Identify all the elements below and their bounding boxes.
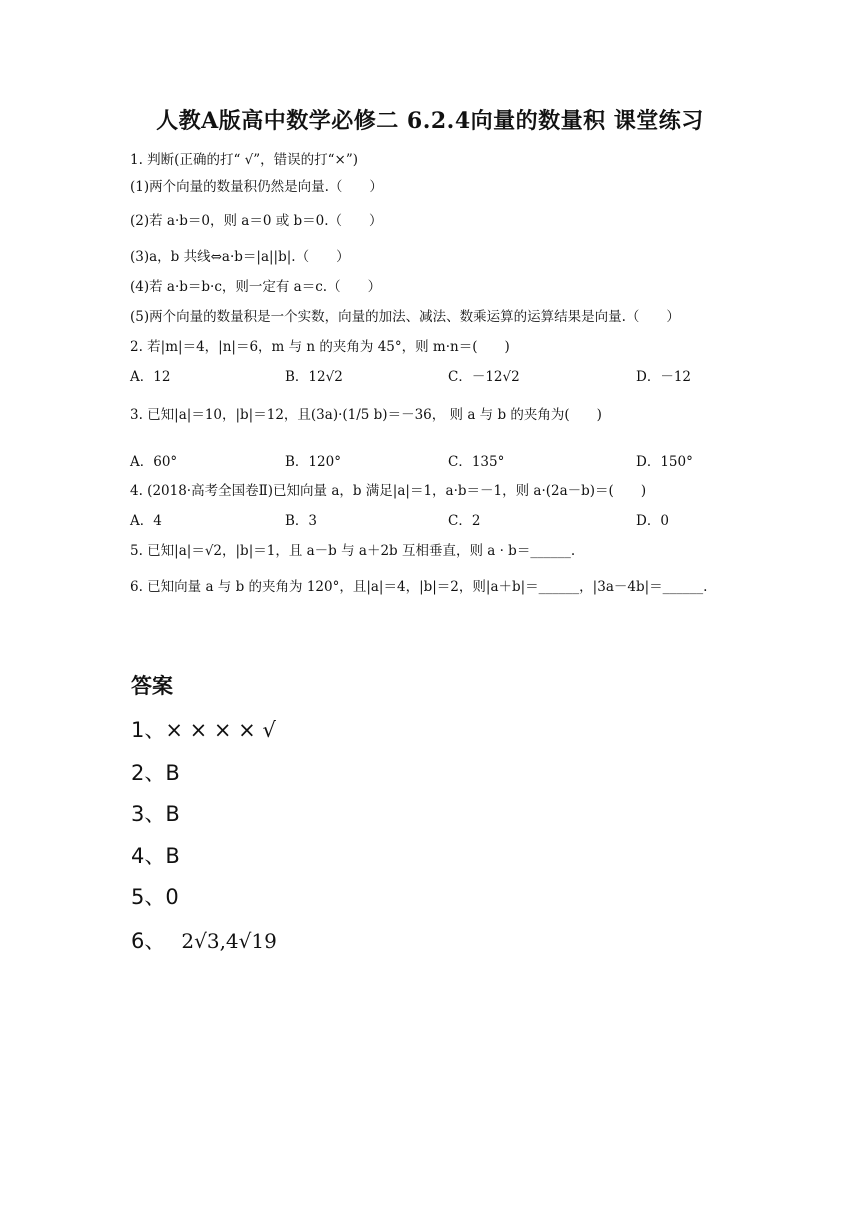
question-3-option-a: A．60° — [130, 454, 178, 470]
question-3-option-b: B．120° — [285, 454, 341, 470]
question-3-option-d: D．150° — [636, 454, 693, 470]
question-1-item-3: (3)a，b 共线⇔a·b＝|a||b|.（ ） — [130, 249, 350, 265]
question-5: 5. 已知|a|＝√2，|b|＝1，且 a－b 与 a＋2b 互相垂直，则 a · b＝______. — [130, 543, 576, 559]
question-2: 2. 若|m|＝4，|n|＝6，m 与 n 的夹角为 45°，则 m·n＝( ) — [130, 339, 510, 355]
answer-6-value: 2√3,4√19 — [181, 929, 277, 953]
page-title: 人教A版高中数学必修二 6.2.4向量的数量积 课堂练习 — [156, 108, 704, 134]
question-4-option-d: D．0 — [636, 513, 669, 529]
question-1-item-1: (1)两个向量的数量积仍然是向量.（ ） — [130, 179, 383, 195]
answer-4: 4、B — [131, 844, 180, 868]
answer-6-prefix: 6、 — [131, 929, 166, 953]
question-3-option-c: C．135° — [448, 454, 505, 470]
answer-6 — [131, 925, 277, 955]
answer-2: 2、B — [131, 761, 180, 785]
question-2-option-b: B．12√2 — [285, 369, 343, 385]
question-2-option-c: C．－12√2 — [448, 369, 520, 385]
answer-5: 5、0 — [131, 885, 179, 909]
question-2-option-d: D．－12 — [636, 369, 692, 385]
question-2-option-a: A．12 — [130, 369, 171, 385]
question-4-option-b: B．3 — [285, 513, 318, 529]
question-3: 3. 已知|a|＝10，|b|＝12，且(3a)·(1/5 b)＝－36， 则 a 与 b 的夹角为( ) — [130, 407, 602, 423]
question-1-heading: 1. 判断(正确的打“ √”，错误的打“×”) — [130, 152, 359, 168]
question-6: 6. 已知向量 a 与 b 的夹角为 120°，且|a|＝4，|b|＝2，则|a＋b|＝______，|3a－4b|＝______. — [130, 579, 708, 595]
answer-3: 3、B — [131, 802, 180, 826]
question-4: 4. (2018·高考全国卷Ⅱ)已知向量 a，b 满足|a|＝1，a·b＝－1，则 a·(2a－b)＝( ) — [130, 483, 647, 499]
question-1-item-5: (5)两个向量的数量积是一个实数，向量的加法、减法、数乘运算的运算结果是向量.（ ） — [130, 309, 680, 325]
answers-heading: 答案 — [131, 674, 173, 698]
question-1-item-4: (4)若 a·b＝b·c，则一定有 a＝c.（ ） — [130, 279, 382, 295]
question-4-option-c: C．2 — [448, 513, 481, 529]
answer-1: 1、× × × × √ — [131, 718, 276, 742]
question-4-option-a: A．4 — [130, 513, 162, 529]
question-1-item-2: (2)若 a·b＝0，则 a＝0 或 b＝0.（ ） — [130, 213, 383, 229]
